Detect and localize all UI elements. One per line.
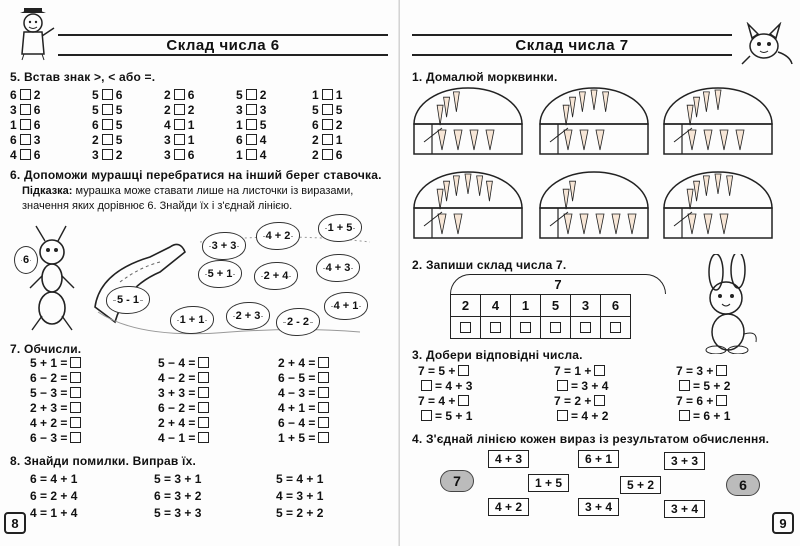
answer-box[interactable] [520, 322, 531, 333]
comparison-sign-box[interactable] [102, 134, 113, 145]
comparison-right-number: 6 [115, 88, 123, 102]
comparison-sign-box[interactable] [174, 149, 185, 160]
answer-box[interactable] [318, 372, 329, 383]
comparison-sign-box[interactable] [246, 134, 257, 145]
match-equation [676, 409, 730, 423]
leaf-expression: 5 + 1 [207, 268, 233, 280]
comparison-sign-box[interactable] [246, 149, 257, 160]
comparison-left-number: 4 [164, 118, 171, 132]
equation-text: 6 − 2 = [158, 401, 196, 415]
comparison-item [236, 148, 266, 162]
comparison-right-number: 2 [187, 103, 195, 117]
equation-text: 4 − 1 = [158, 431, 196, 445]
comparison-left-number: 2 [312, 133, 319, 147]
composition-number: 6 [601, 295, 631, 317]
comparison-left-number: 6 [92, 118, 99, 132]
error-equation[interactable]: 6 = 3 + 2 [154, 489, 202, 503]
comparison-right-number: 5 [335, 103, 343, 117]
composition-top: 7 [450, 274, 666, 294]
comparison-right-number: 2 [259, 88, 267, 102]
equation-text: = 5 + 1 [435, 409, 473, 423]
equation-item [278, 401, 332, 415]
error-equation[interactable]: 6 = 2 + 4 [30, 489, 78, 503]
equation-item [30, 371, 84, 385]
error-equation[interactable]: 5 = 3 + 1 [154, 472, 202, 486]
comparison-left-number: 2 [312, 148, 319, 162]
answer-box[interactable] [198, 432, 209, 443]
comparison-item [164, 133, 194, 147]
comparison-left-number: 3 [164, 148, 171, 162]
match-equation [554, 364, 608, 378]
answer-box[interactable] [421, 380, 432, 391]
comparison-sign-box[interactable] [322, 89, 333, 100]
expression-card[interactable]: 6 + 1 [578, 450, 619, 468]
equation-item [278, 431, 332, 445]
composition-number: 3 [571, 295, 601, 317]
comparison-left-number: 2 [92, 133, 99, 147]
task3-label: 3. Добери відповідні числа. [412, 348, 583, 362]
comparison-item [312, 118, 342, 132]
comparison-sign-box[interactable] [246, 89, 257, 100]
answer-box[interactable] [580, 322, 591, 333]
comparison-right-number: 6 [33, 148, 41, 162]
comparison-right-number: 4 [259, 133, 267, 147]
answer-box[interactable] [198, 402, 209, 413]
comparison-sign-box[interactable] [174, 89, 185, 100]
equation-text: 4 + 2 = [30, 416, 68, 430]
comparison-left-number: 3 [10, 103, 17, 117]
leaf-stone[interactable] [318, 214, 362, 242]
expression-card[interactable]: 3 + 4 [664, 500, 705, 518]
answer-box[interactable] [557, 410, 568, 421]
comparison-item [10, 118, 40, 132]
answer-box[interactable] [198, 372, 209, 383]
equation-item [278, 386, 332, 400]
comparison-left-number: 5 [236, 88, 243, 102]
comparison-item [236, 133, 266, 147]
comparison-left-number: 2 [164, 103, 171, 117]
composition-answer-row [451, 317, 631, 339]
comparison-sign-box[interactable] [246, 104, 257, 115]
mascot-teacher-icon [10, 6, 58, 62]
answer-box[interactable] [716, 395, 727, 406]
comparison-item [92, 88, 122, 102]
equation-text: = 5 + 2 [693, 379, 731, 393]
comparison-item [10, 133, 40, 147]
equation-text: 6 − 2 = [30, 371, 68, 385]
hint-text: мурашка може ставати лише на листочки із виразами, значення яких дорівнює 6. Знайди їх і з'єднай лінією. [22, 185, 354, 212]
answer-box[interactable] [70, 372, 81, 383]
error-equation[interactable]: 5 = 3 + 3 [154, 506, 202, 520]
expression-card[interactable]: 5 + 2 [620, 476, 661, 494]
composition-number: 4 [481, 295, 511, 317]
ant-number-badge: 6 [14, 246, 38, 274]
equation-item [278, 371, 332, 385]
match-equation [554, 409, 608, 423]
match-equation [554, 394, 608, 408]
comparison-left-number: 5 [312, 103, 319, 117]
leaf-stone[interactable] [324, 292, 368, 320]
composition-table [450, 294, 631, 339]
equation-text: 6 − 4 = [278, 416, 316, 430]
comparison-right-number: 5 [115, 118, 123, 132]
expression-card[interactable]: 4 + 2 [488, 498, 529, 516]
leaf-expression: 2 + 3 [235, 310, 261, 322]
result-six[interactable]: 6 [726, 474, 760, 496]
match-equation [676, 364, 730, 378]
comparison-right-number: 6 [187, 148, 195, 162]
equation-text: 2 + 3 = [30, 401, 68, 415]
task1-label: 1. Домалюй морквинки. [412, 70, 558, 84]
answer-box[interactable] [594, 395, 605, 406]
right-page-title-bar [412, 34, 732, 56]
answer-box[interactable] [460, 322, 471, 333]
equation-text: = 6 + 1 [693, 409, 731, 423]
comparison-left-number: 5 [92, 103, 99, 117]
answer-box[interactable] [70, 387, 81, 398]
comparison-item [92, 103, 122, 117]
comparison-sign-box[interactable] [102, 149, 113, 160]
expression-card[interactable]: 1 + 5 [528, 474, 569, 492]
comparison-right-number: 1 [187, 133, 195, 147]
comparison-sign-box[interactable] [174, 104, 185, 115]
equation-item [30, 386, 84, 400]
comparison-sign-box[interactable] [322, 149, 333, 160]
answer-box[interactable] [550, 322, 561, 333]
task6-label: 6. Допоможи мурашці перебратися на інший берег ставочка. [10, 168, 382, 182]
answer-box[interactable] [318, 357, 329, 368]
comparison-right-number: 2 [115, 148, 123, 162]
comparison-sign-box[interactable] [20, 89, 31, 100]
comparison-sign-box[interactable] [322, 104, 333, 115]
equation-item [278, 416, 332, 430]
task6-hint [22, 184, 392, 214]
answer-box[interactable] [70, 432, 81, 443]
equation-item [158, 386, 212, 400]
equation-text: = 4 + 3 [435, 379, 473, 393]
composition-answer-cell[interactable] [541, 317, 571, 339]
task4-label: 4. З'єднай лінією кожен вираз із результатом обчислення. [412, 432, 770, 446]
leaf-stone[interactable] [256, 222, 300, 250]
composition-number: 1 [511, 295, 541, 317]
left-page-number: 8 [4, 512, 26, 534]
comparison-item [236, 103, 266, 117]
equation-item [30, 416, 84, 430]
comparison-right-number: 5 [115, 103, 123, 117]
composition-answer-cell[interactable] [601, 317, 631, 339]
task7-label: 7. Обчисли. [10, 342, 82, 356]
right-page-number: 9 [772, 512, 794, 534]
leaf-stone[interactable] [202, 232, 246, 260]
match-equation [418, 364, 472, 378]
answer-box[interactable] [458, 395, 469, 406]
comparison-sign-box[interactable] [322, 134, 333, 145]
comparison-item [312, 88, 342, 102]
comparison-left-number: 6 [10, 88, 17, 102]
equation-text: 7 = 5 + [418, 364, 456, 378]
equation-text: 6 − 3 = [30, 431, 68, 445]
composition-answer-cell[interactable] [571, 317, 601, 339]
comparison-left-number: 6 [312, 118, 319, 132]
comparison-left-number: 6 [236, 133, 243, 147]
equation-item [30, 431, 84, 445]
comparison-item [312, 103, 342, 117]
match-equation [676, 379, 730, 393]
equation-text: = 3 + 4 [571, 379, 609, 393]
comparison-left-number: 1 [312, 88, 319, 102]
comparison-right-number: 2 [335, 118, 343, 132]
comparison-sign-box[interactable] [102, 104, 113, 115]
answer-box[interactable] [318, 432, 329, 443]
comparison-right-number: 6 [335, 148, 343, 162]
carrot-card-icon[interactable] [412, 170, 524, 240]
answer-box[interactable] [594, 365, 605, 376]
comparison-item [312, 133, 342, 147]
comparison-right-number: 6 [33, 103, 41, 117]
equation-text: 7 = 4 + [418, 394, 456, 408]
carrot-card-icon[interactable] [538, 86, 650, 156]
left-page-title-bar [58, 34, 388, 56]
expression-card[interactable]: 4 + 3 [488, 450, 529, 468]
match-equation [418, 409, 472, 423]
comparison-item [10, 103, 40, 117]
answer-box[interactable] [679, 380, 690, 391]
result-seven[interactable]: 7 [440, 470, 474, 492]
ant-icon [30, 226, 74, 330]
equation-text: 4 − 2 = [158, 371, 196, 385]
equation-text: = 4 + 2 [571, 409, 609, 423]
expression-card[interactable]: 3 + 3 [664, 452, 705, 470]
comparison-item [164, 88, 194, 102]
leaf-expression: 4 + 1 [333, 300, 359, 312]
equation-item [30, 401, 84, 415]
comparison-right-number: 1 [335, 88, 343, 102]
comparison-right-number: 4 [259, 148, 267, 162]
answer-box[interactable] [458, 365, 469, 376]
leaf-expression: 2 + 4 [263, 270, 289, 282]
leaf-expression: 1 + 5 [327, 222, 353, 234]
task8-label: 8. Знайди помилки. Виправ їх. [10, 454, 197, 468]
comparison-left-number: 1 [236, 118, 243, 132]
comparison-sign-box[interactable] [20, 134, 31, 145]
answer-box[interactable] [198, 357, 209, 368]
equation-text: 4 − 3 = [278, 386, 316, 400]
carrot-card-icon[interactable] [662, 170, 774, 240]
answer-box[interactable] [318, 417, 329, 428]
comparison-item [10, 88, 40, 102]
comparison-left-number: 2 [164, 88, 171, 102]
equation-text: 2 + 4 = [278, 356, 316, 370]
comparison-right-number: 6 [33, 118, 41, 132]
equation-item [158, 401, 212, 415]
carrot-card-icon[interactable] [538, 170, 650, 240]
error-equation[interactable]: 5 = 4 + 1 [276, 472, 324, 486]
leaf-expression: 3 + 3 [211, 240, 237, 252]
equation-text: 6 − 5 = [278, 371, 316, 385]
equation-text: 5 − 3 = [30, 386, 68, 400]
comparison-item [10, 148, 40, 162]
comparison-sign-box[interactable] [322, 119, 333, 130]
equation-item [158, 356, 212, 370]
comparison-right-number: 1 [187, 118, 195, 132]
equation-text: 5 + 1 = [30, 356, 68, 370]
comparison-item [236, 118, 266, 132]
comparison-right-number: 3 [259, 103, 267, 117]
comparison-sign-box[interactable] [246, 119, 257, 130]
carrot-card-icon[interactable] [662, 86, 774, 156]
task2-label: 2. Запиши склад числа 7. [412, 258, 567, 272]
comparison-left-number: 5 [92, 88, 99, 102]
comparison-left-number: 4 [10, 148, 17, 162]
leaf-expression: 2 - 2 [286, 316, 309, 328]
task5-label: 5. Встав знак >, < або =. [10, 70, 156, 84]
answer-box[interactable] [679, 410, 690, 421]
comparison-item [164, 103, 194, 117]
equation-text: 1 + 5 = [278, 431, 316, 445]
leaf-stone[interactable] [316, 254, 360, 282]
comparison-sign-box[interactable] [174, 119, 185, 130]
equation-text: 3 + 3 = [158, 386, 196, 400]
answer-box[interactable] [716, 365, 727, 376]
answer-box[interactable] [318, 402, 329, 413]
error-equation[interactable]: 6 = 4 + 1 [30, 472, 78, 486]
comparison-item [92, 148, 122, 162]
equation-text: 7 = 2 + [554, 394, 592, 408]
answer-box[interactable] [70, 357, 81, 368]
comparison-right-number: 1 [335, 133, 343, 147]
answer-box[interactable] [610, 322, 621, 333]
comparison-item [312, 148, 342, 162]
match-equation [418, 394, 472, 408]
right-page [400, 0, 800, 546]
leaf-expression: 1 + 1 [179, 314, 205, 326]
comparison-item [164, 118, 194, 132]
composition-number: 5 [541, 295, 571, 317]
error-equation[interactable]: 5 = 2 + 2 [276, 506, 324, 520]
comparison-sign-box[interactable] [174, 134, 185, 145]
comparison-left-number: 1 [10, 118, 17, 132]
answer-box[interactable] [70, 402, 81, 413]
comparison-left-number: 3 [92, 148, 99, 162]
comparison-right-number: 2 [33, 88, 41, 102]
comparison-item [236, 88, 266, 102]
match-equation [676, 394, 730, 408]
comparison-left-number: 3 [164, 133, 171, 147]
match-equation [418, 379, 472, 393]
match-equation [554, 379, 608, 393]
comparison-right-number: 5 [115, 133, 123, 147]
equation-item [278, 356, 332, 370]
mascot-cat-icon [738, 22, 794, 68]
composition-number-row [451, 295, 631, 317]
comparison-left-number: 3 [236, 103, 243, 117]
equation-text: 4 + 1 = [278, 401, 316, 415]
equation-item [158, 371, 212, 385]
leaf-expression: 5 - 1 [116, 294, 139, 306]
equation-text: 7 = 1 + [554, 364, 592, 378]
equation-item [30, 356, 84, 370]
answer-box[interactable] [318, 387, 329, 398]
comparison-item [92, 118, 122, 132]
left-page-title: Склад числа 6 [166, 36, 280, 54]
comparison-sign-box[interactable] [102, 89, 113, 100]
carrot-card-icon[interactable] [412, 86, 524, 156]
leaf-stone[interactable] [276, 308, 320, 336]
comparison-sign-box[interactable] [102, 119, 113, 130]
answer-box[interactable] [557, 380, 568, 391]
equation-text: 5 − 4 = [158, 356, 196, 370]
answer-box[interactable] [70, 417, 81, 428]
equation-text: 7 = 6 + [676, 394, 714, 408]
hint-label: Підказка: [22, 185, 73, 197]
comparison-right-number: 3 [33, 133, 41, 147]
comparison-sign-box[interactable] [20, 149, 31, 160]
equation-text: 7 = 3 + [676, 364, 714, 378]
comparison-sign-box[interactable] [20, 104, 31, 115]
comparison-sign-box[interactable] [20, 119, 31, 130]
comparison-item [164, 148, 194, 162]
leaf-expression: 4 + 2 [265, 230, 291, 242]
comparison-right-number: 5 [259, 118, 267, 132]
leaf-stone[interactable] [170, 306, 214, 334]
composition-answer-cell[interactable] [511, 317, 541, 339]
composition-number: 2 [451, 295, 481, 317]
leaf-stone[interactable] [226, 302, 270, 330]
composition-answer-cell[interactable] [481, 317, 511, 339]
equation-item [158, 416, 212, 430]
error-equation[interactable]: 4 = 3 + 1 [276, 489, 324, 503]
composition-answer-cell[interactable] [451, 317, 481, 339]
comparison-left-number: 6 [10, 133, 17, 147]
answer-box[interactable] [198, 417, 209, 428]
comparison-item [92, 133, 122, 147]
answer-box[interactable] [198, 387, 209, 398]
comparison-left-number: 1 [236, 148, 243, 162]
leaf-expression: 4 + 3 [325, 262, 351, 274]
equation-text: 2 + 4 = [158, 416, 196, 430]
comparison-right-number: 6 [187, 88, 195, 102]
answer-box[interactable] [490, 322, 501, 333]
right-page-title: Склад числа 7 [515, 36, 629, 54]
error-equation[interactable]: 4 = 1 + 4 [30, 506, 78, 520]
leaf-stone[interactable] [106, 286, 150, 314]
answer-box[interactable] [421, 410, 432, 421]
bunny-icon [686, 254, 776, 354]
equation-item [158, 431, 212, 445]
expression-card[interactable]: 3 + 4 [578, 498, 619, 516]
leaf-stone[interactable] [198, 260, 242, 288]
leaf-stone[interactable] [254, 262, 298, 290]
